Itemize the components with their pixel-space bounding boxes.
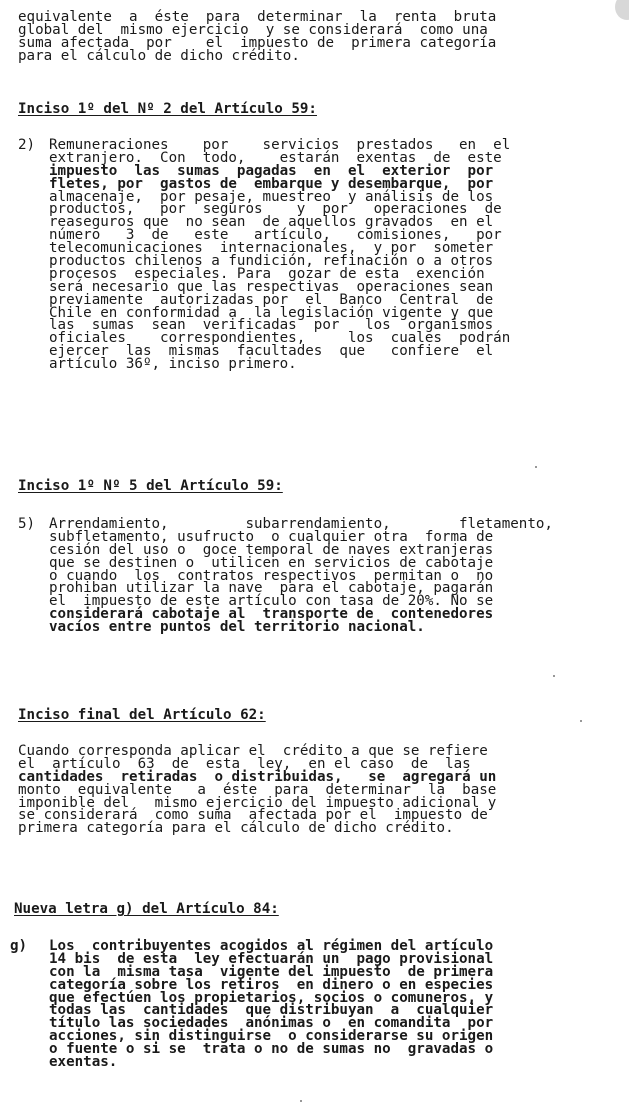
text-line: global del mismo ejercicio y se considerará como una <box>18 21 488 38</box>
item-marker: 5) <box>18 516 36 532</box>
text-line: Los contribuyentes acogidos al régimen del artículo <box>49 938 494 954</box>
scan-smudge <box>615 0 629 20</box>
text-line: suma afectada por el impuesto de primera categoría <box>18 34 497 51</box>
text-line: se considerará como suma afectada por el impuesto de <box>18 807 488 824</box>
text-line: Chile en conformidad a la legislación vigente y que <box>49 304 494 321</box>
text-line: considerará cabotaje al transporte de contenedores <box>49 606 494 623</box>
section-heading-inciso-59-5: Inciso 1º Nº 5 del Artículo 59: <box>18 478 283 494</box>
text-line: acciones, sin distinguirse o considerarse su origen <box>49 1028 494 1045</box>
text-line: número 3 de este artículo, comisiones, por <box>49 227 502 244</box>
item-marker: 2) <box>18 137 36 153</box>
text-line: extranjero. Con todo, estarán exentas de este <box>49 149 502 166</box>
text-line: reaseguros que no sean de aquellos gravados en el <box>49 214 494 231</box>
text-line: imponible del mismo ejercicio del impuesto adicional y <box>18 794 497 811</box>
item-marker: g) <box>10 938 28 954</box>
text-line: categoría sobre los retiros en dinero o en especies <box>49 976 494 993</box>
text-line: previamente autorizadas por el Banco Central de <box>49 291 494 308</box>
text-line: artículo 36º, inciso primero. <box>49 356 297 373</box>
section-heading-letra-g-84: Nueva letra g) del Artículo 84: <box>14 901 279 917</box>
scan-speck <box>553 675 555 677</box>
text-line: el impuesto de este artículo con tasa de 20%. No se <box>49 593 494 610</box>
text-line: productos chilenos a fundición, refinación o a otros <box>49 253 494 270</box>
text-line: 14 bis de esta ley efectuarán un pago provisional <box>49 950 494 967</box>
text-line: fletes, por gastos de embarque y desembarque, por <box>49 175 494 192</box>
text-line: las sumas sean verificadas por los organismos <box>49 317 494 334</box>
text-line: ejercer las mismas facultades que confiere el <box>49 343 494 360</box>
item-g-paragraph <box>49 940 612 1069</box>
inciso-62-paragraph <box>18 745 614 835</box>
text-line: será necesario que las respectivas operaciones sean <box>49 278 494 295</box>
text-line: cantidades retiradas o distribuidas, se agregará un <box>18 768 497 785</box>
text-line: oficiales correspondientes, los cuales podrán <box>49 330 511 347</box>
text-line: o fuente o si se trata o no de sumas no gravadas o <box>49 1041 494 1058</box>
text-line: subfletamento, usufructo o cualquier otra forma de <box>49 528 494 545</box>
text-line: monto equivalente a éste para determinar la base <box>18 781 497 798</box>
text-line: que se destinen o utilicen en servicios de cabotaje <box>49 554 494 571</box>
scan-speck <box>580 720 582 722</box>
text-line: para el cálculo de dicho crédito. <box>18 47 300 64</box>
text-line: título las sociedades anónimas o en comandita por <box>49 1015 494 1032</box>
text-line: equivalente a éste para determinar la renta bruta <box>18 9 497 25</box>
text-line: almacenaje, por pesaje, muestreo y análisis de los <box>49 188 494 205</box>
text-line: procesos especiales. Para gozar de esta exención <box>49 265 485 282</box>
item-2-paragraph <box>49 139 612 371</box>
text-line: Arrendamiento, subarrendamiento, fletamento, <box>49 516 553 532</box>
text-line: cesión del uso o goce temporal de naves extranjeras <box>49 541 494 558</box>
section-heading-inciso-62: Inciso final del Artículo 62: <box>18 707 266 723</box>
text-line: primera categoría para el cálculo de dicho crédito. <box>18 820 454 837</box>
text-line: el artículo 63 de esta ley, en el caso de las <box>18 755 471 772</box>
scan-speck <box>535 466 537 468</box>
text-line: vacíos entre puntos del territorio nacional. <box>49 619 425 636</box>
text-line: todas las cantidades que distribuyan a cualquier <box>49 1002 494 1019</box>
section-heading-inciso-59-2: Inciso 1º del Nº 2 del Artículo 59: <box>18 101 317 117</box>
text-line: productos, por seguros y por operaciones de <box>49 201 502 218</box>
text-line: con la misma tasa vigente del impuesto de primera <box>49 963 494 980</box>
text-line: Remuneraciones por servicios prestados en el <box>49 137 511 153</box>
text-line: que efectúen los propietarios, socios o comuneros, y <box>49 989 494 1006</box>
text-line: Cuando corresponda aplicar el crédito a que se refiere <box>18 743 488 759</box>
intro-paragraph <box>18 11 614 63</box>
text-line: telecomunicaciones internacionales, y por someter <box>49 240 494 257</box>
text-line: exentas. <box>49 1054 118 1071</box>
text-line: o cuando los contratos respectivos permitan o no <box>49 567 494 584</box>
item-5-paragraph <box>49 518 612 634</box>
text-line: impuesto las sumas pagadas en el exterior por <box>49 162 494 179</box>
scan-speck <box>300 1100 302 1102</box>
text-line: prohiban utilizar la nave para el cabotaje, pagarán <box>49 580 494 597</box>
